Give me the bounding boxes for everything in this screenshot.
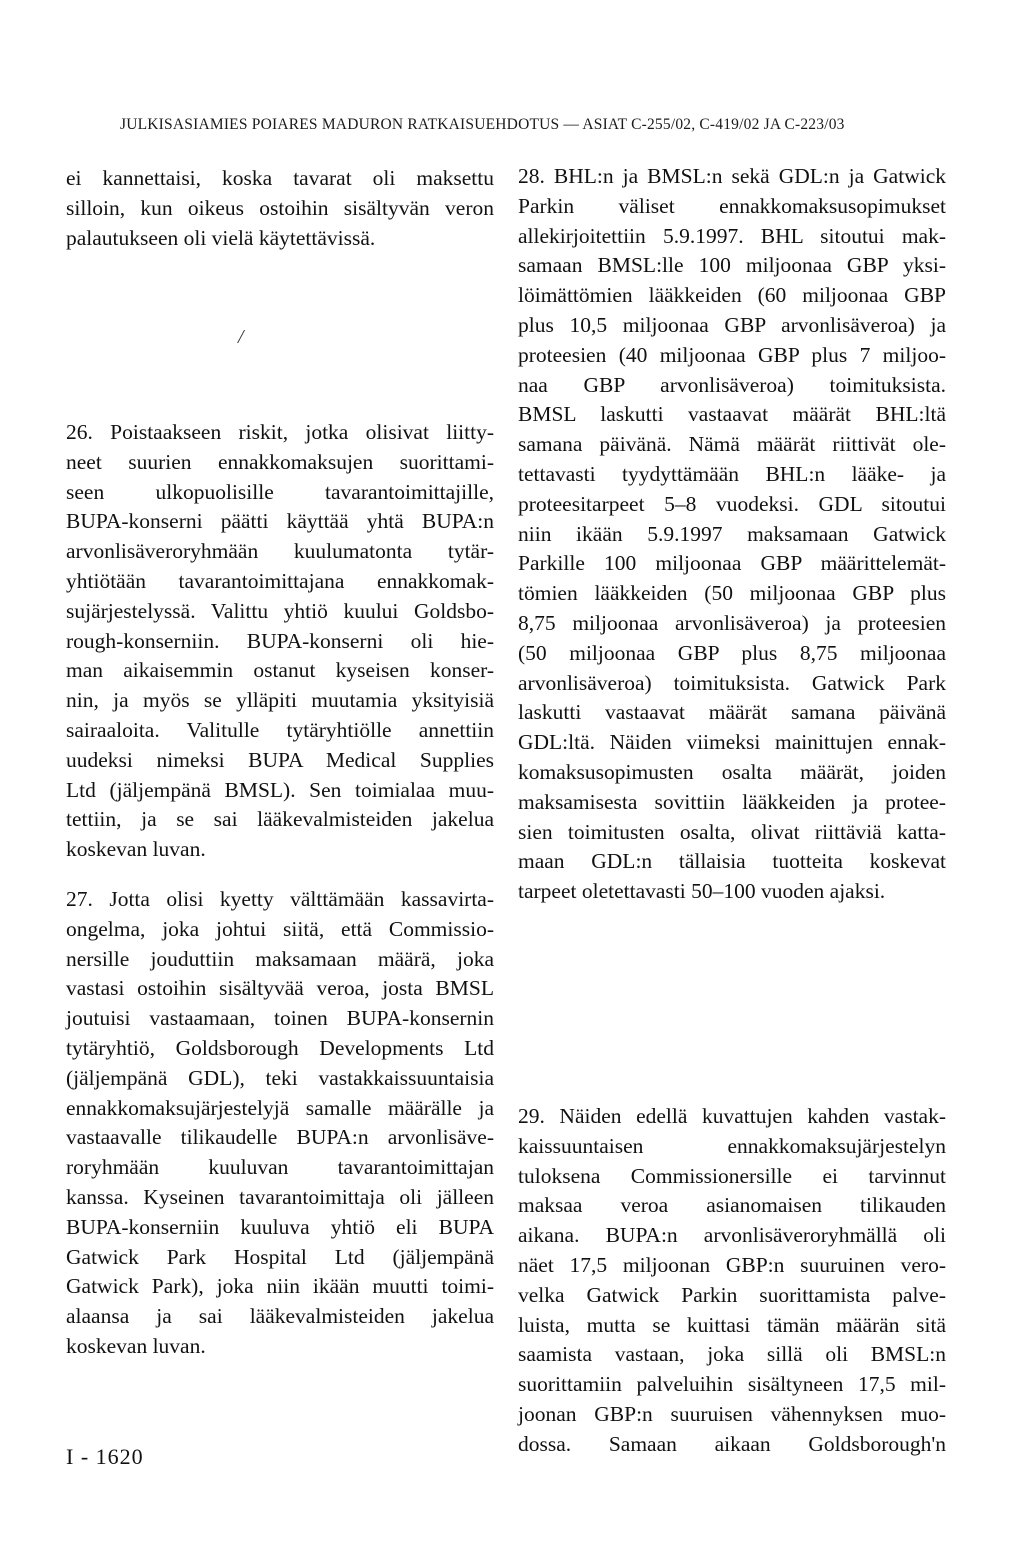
text-line: tuloksena Commissionersille ei tarvinnut <box>518 1163 946 1188</box>
text-line: 28. BHL:n ja BMSL:n sekä GDL:n ja Gatwick <box>518 164 946 188</box>
text-line: suorittamiin palveluihin sisältyneen 17,5 mil- <box>518 1372 946 1397</box>
text-line: ennakkomaksujärjestelyjä samalle määrälle ja <box>66 1095 494 1120</box>
text-line: Parkille 100 miljoonaa GBP määrittelemät- <box>518 551 946 576</box>
text-line: maan GDL:n tällaisia tuotteita koskevat <box>518 849 946 874</box>
text-line: rough-konserniin. BUPA-konserni oli hie- <box>66 628 494 653</box>
text-line: tarpeet oletettavasti 50–100 vuoden ajaksi. <box>518 879 886 904</box>
text-line: tytäryhtiö, Goldsborough Developments Ltd <box>66 1035 494 1060</box>
text-line: neet suurien ennakkomaksujen suorittami- <box>66 449 494 474</box>
paragraph-26 <box>66 418 494 865</box>
text-line: laskutti vastaavat määrät samana päivänä <box>518 700 946 725</box>
text-line: plus 10,5 miljoonaa GBP arvonlisäveroa) ja <box>518 312 946 337</box>
text-line: silloin, kun oikeus ostoihin sisältyvän veron <box>66 195 494 220</box>
text-line: tömien lääkkeiden (50 miljoonaa GBP plus <box>518 581 946 606</box>
text-line: nin, ja myös se ylläpiti muutamia yksityisiä <box>66 688 494 713</box>
text-line: koskevan luvan. <box>66 1333 206 1358</box>
text-line: joonan GBP:n suuruisen vähennyksen muo- <box>518 1401 946 1426</box>
text-line: palautukseen oli vielä käytettävissä. <box>66 225 376 250</box>
stray-mark: / <box>238 326 244 348</box>
text-line: sujärjestelyssä. Valittu yhtiö kuului Goldsbo- <box>66 598 494 623</box>
text-line: BUPA-konserni päätti käyttää yhtä BUPA:n <box>66 509 494 534</box>
text-line: yhtiötään tavarantoimittajana ennakkomak- <box>66 568 494 593</box>
text-line: maksaa veroa asianomaisen tilikauden <box>518 1193 946 1218</box>
text-line: ongelma, joka johtui siitä, että Commissio- <box>66 916 494 941</box>
text-line: proteesien (40 miljoonaa GBP plus 7 miljoo- <box>518 342 946 367</box>
paragraph-28 <box>518 162 946 907</box>
text-line: 26. Poistaakseen riskit, jotka olisivat liitty- <box>66 420 494 444</box>
text-line: näet 17,5 miljoonan GBP:n suuruinen vero- <box>518 1252 946 1277</box>
text-line: samaan BMSL:lle 100 miljoonaa GBP yksi- <box>518 253 946 278</box>
text-line: komaksusopimusten osalta määrät, joiden <box>518 759 946 784</box>
paragraph-27 <box>66 885 494 1362</box>
text-line: saamista vastaan, joka sillä oli BMSL:n <box>518 1342 946 1367</box>
text-line: vastasi ostoihin sisältyvää veroa, josta BMSL <box>66 976 494 1001</box>
text-line: alaansa ja sai lääkevalmisteiden jakelua <box>66 1304 494 1329</box>
text-line: ei kannettaisi, koska tavarat oli maksettu <box>66 166 494 190</box>
text-line: velka Gatwick Parkin suorittamista palve- <box>518 1282 946 1307</box>
text-line: (50 miljoonaa GBP plus 8,75 miljoonaa <box>518 640 946 665</box>
text-line: Ltd (jäljempänä BMSL). Sen toimialaa muu- <box>66 777 494 802</box>
text-line: roryhmään kuuluvan tavarantoimittajan <box>66 1155 494 1180</box>
text-line: arvonlisäveroa) toimituksista. Gatwick Park <box>518 670 946 695</box>
text-line: maksamisesta sovittiin lääkkeiden ja protee- <box>518 789 946 814</box>
text-line: koskevan luvan. <box>66 837 206 862</box>
text-line: vastaavalle tilikaudelle BUPA:n arvonlisäve- <box>66 1125 494 1150</box>
paragraph-29 <box>518 1102 946 1460</box>
text-line: man aikaisemmin ostanut kyseisen konser- <box>66 658 494 683</box>
running-header: JULKISASIAMIES POIARES MADURON RATKAISUEHDOTUS — ASIAT C-255/02, C-419/02 JA C-223/03 <box>120 116 845 133</box>
text-line: arvonlisäveroryhmään kuulumatonta tytär- <box>66 539 494 564</box>
text-line: BMSL laskutti vastaavat määrät BHL:ltä <box>518 402 946 427</box>
text-line: allekirjoitettiin 5.9.1997. BHL sitoutui mak- <box>518 223 946 248</box>
text-line: seen ulkopuolisille tavarantoimittajille, <box>66 479 494 504</box>
text-line: (jäljempänä GDL), teki vastakkaissuuntaisia <box>66 1065 494 1090</box>
text-line: löimättömien lääkkeiden (60 miljoonaa GBP <box>518 283 946 308</box>
text-line: naa GBP arvonlisäveroa) toimituksista. <box>518 372 946 397</box>
text-line: Gatwick Park Hospital Ltd (jäljempänä <box>66 1244 494 1269</box>
text-line: Parkin väliset ennakkomaksusopimukset <box>518 193 946 218</box>
text-line: tettavasti tyydyttämään BHL:n lääke- ja <box>518 461 946 486</box>
text-line: kaissuuntaisen ennakkomaksujärjestelyn <box>518 1133 946 1158</box>
text-line: joutuisi vastaamaan, toinen BUPA-konsernin <box>66 1006 494 1031</box>
text-line: aikana. BUPA:n arvonlisäveroryhmällä oli <box>518 1223 946 1248</box>
text-line: nersille jouduttiin maksamaan määrä, joka <box>66 946 494 971</box>
text-line: 29. Näiden edellä kuvattujen kahden vastak- <box>518 1104 946 1128</box>
page-number: I - 1620 <box>66 1444 144 1469</box>
text-line: uudeksi nimeksi BUPA Medical Supplies <box>66 747 494 772</box>
text-line: 8,75 miljoonaa arvonlisäveroa) ja proteesien <box>518 610 946 635</box>
text-line: proteesitarpeet 5–8 vuodeksi. GDL sitoutui <box>518 491 946 516</box>
text-line: Gatwick Park), joka niin ikään muutti toimi- <box>66 1274 494 1299</box>
paragraph-continuation <box>66 164 494 253</box>
text-line: kanssa. Kyseinen tavarantoimittaja oli jälleen <box>66 1184 494 1209</box>
text-line: BUPA-konserniin kuuluva yhtiö eli BUPA <box>66 1214 494 1239</box>
text-line: tettiin, ja se sai lääkevalmisteiden jakelua <box>66 807 494 832</box>
text-line: niin ikään 5.9.1997 maksamaan Gatwick <box>518 521 946 546</box>
text-line: luista, mutta se kuittasi tämän määrän sitä <box>518 1312 946 1337</box>
text-line: samana päivänä. Nämä määrät riittivät ole- <box>518 432 946 457</box>
text-line: 27. Jotta olisi kyetty välttämään kassavirta- <box>66 887 494 911</box>
text-line: GDL:ltä. Näiden viimeksi mainittujen ennak- <box>518 730 946 755</box>
text-line: sien toimitusten osalta, olivat riittäviä katta- <box>518 819 946 844</box>
text-line: dossa. Samaan aikaan Goldsborough'n <box>518 1431 946 1456</box>
text-line: sairaaloita. Valitulle tytäryhtiölle annettiin <box>66 717 494 742</box>
